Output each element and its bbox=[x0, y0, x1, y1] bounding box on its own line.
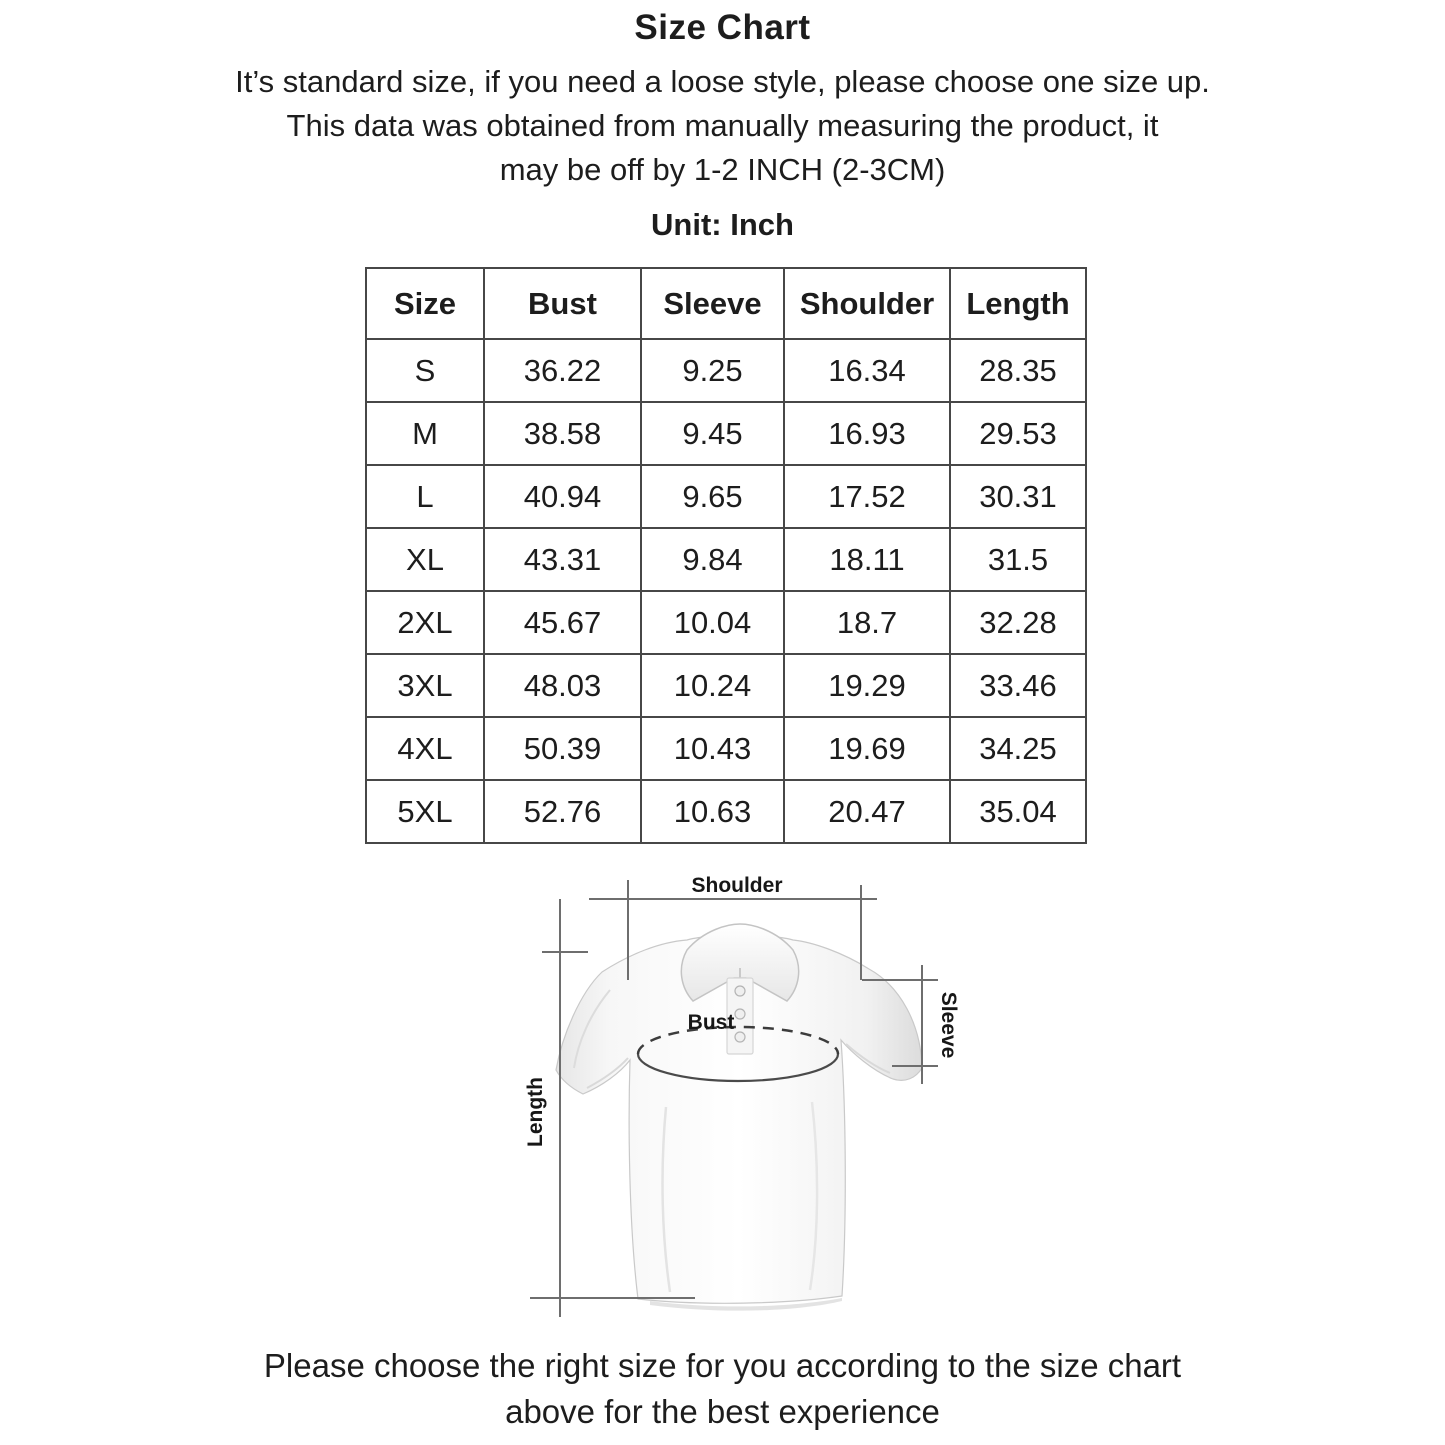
table-row bbox=[366, 654, 1086, 717]
size-cell: 3XL bbox=[366, 654, 484, 717]
footer-note-line: Please choose the right size for you according to the size chart bbox=[263, 1347, 1182, 1384]
length-cell: 32.28 bbox=[950, 591, 1086, 654]
size-cell: M bbox=[366, 402, 484, 465]
shoulder-cell: 18.7 bbox=[784, 591, 950, 654]
size-cell: 5XL bbox=[366, 780, 484, 843]
bust-cell: 50.39 bbox=[484, 717, 641, 780]
measurement-diagram bbox=[490, 872, 960, 1337]
bust-cell: 52.76 bbox=[484, 780, 641, 843]
length-cell: 33.46 bbox=[950, 654, 1086, 717]
polo-shirt-illustration bbox=[490, 872, 960, 1337]
footer-note bbox=[0, 1343, 1445, 1435]
sleeve-cell: 10.63 bbox=[641, 780, 784, 843]
column-header-bust: Bust bbox=[484, 268, 641, 339]
bust-cell: 36.22 bbox=[484, 339, 641, 402]
sleeve-cell: 9.65 bbox=[641, 465, 784, 528]
size-cell: 2XL bbox=[366, 591, 484, 654]
size-cell: 4XL bbox=[366, 717, 484, 780]
sleeve-cell: 9.25 bbox=[641, 339, 784, 402]
sleeve-label: Sleeve bbox=[937, 991, 960, 1059]
table-header-row bbox=[366, 268, 1086, 339]
length-cell: 35.04 bbox=[950, 780, 1086, 843]
shoulder-cell: 17.52 bbox=[784, 465, 950, 528]
size-note-line: This data was obtained from manually measuring the product, it bbox=[286, 108, 1159, 143]
page-title: Size Chart bbox=[634, 8, 811, 47]
sleeve-cell: 10.24 bbox=[641, 654, 784, 717]
bust-cell: 38.58 bbox=[484, 402, 641, 465]
shirt-button bbox=[735, 1032, 745, 1042]
shoulder-cell: 20.47 bbox=[784, 780, 950, 843]
size-note bbox=[0, 60, 1445, 192]
length-cell: 31.5 bbox=[950, 528, 1086, 591]
bust-cell: 48.03 bbox=[484, 654, 641, 717]
table-row bbox=[366, 339, 1086, 402]
shoulder-cell: 16.34 bbox=[784, 339, 950, 402]
size-cell: L bbox=[366, 465, 484, 528]
column-header-sleeve: Sleeve bbox=[641, 268, 784, 339]
size-chart-table bbox=[365, 267, 1087, 844]
table-row bbox=[366, 528, 1086, 591]
length-cell: 30.31 bbox=[950, 465, 1086, 528]
table-row bbox=[366, 402, 1086, 465]
bust-cell: 43.31 bbox=[484, 528, 641, 591]
size-cell: S bbox=[366, 339, 484, 402]
footer-note-line: above for the best experience bbox=[505, 1393, 940, 1430]
column-header-length: Length bbox=[950, 268, 1086, 339]
shoulder-label: Shoulder bbox=[691, 874, 783, 897]
size-note-line: may be off by 1-2 INCH (2-3CM) bbox=[499, 152, 946, 187]
unit-label: Unit: Inch bbox=[651, 207, 794, 242]
sleeve-cell: 9.84 bbox=[641, 528, 784, 591]
shoulder-cell: 19.29 bbox=[784, 654, 950, 717]
shirt-button bbox=[735, 986, 745, 996]
shirt-button bbox=[735, 1009, 745, 1019]
bust-label: Bust bbox=[687, 1011, 735, 1034]
table-row bbox=[366, 465, 1086, 528]
sleeve-cell: 10.43 bbox=[641, 717, 784, 780]
column-header-shoulder: Shoulder bbox=[784, 268, 950, 339]
shoulder-cell: 19.69 bbox=[784, 717, 950, 780]
size-cell: XL bbox=[366, 528, 484, 591]
column-header-size: Size bbox=[366, 268, 484, 339]
length-cell: 28.35 bbox=[950, 339, 1086, 402]
table-row bbox=[366, 717, 1086, 780]
length-label: Length bbox=[524, 1077, 547, 1147]
length-cell: 34.25 bbox=[950, 717, 1086, 780]
shoulder-cell: 16.93 bbox=[784, 402, 950, 465]
table-row bbox=[366, 591, 1086, 654]
shoulder-cell: 18.11 bbox=[784, 528, 950, 591]
sleeve-cell: 10.04 bbox=[641, 591, 784, 654]
bust-cell: 40.94 bbox=[484, 465, 641, 528]
size-note-line: It’s standard size, if you need a loose style, please choose one size up. bbox=[235, 64, 1210, 99]
length-cell: 29.53 bbox=[950, 402, 1086, 465]
sleeve-cell: 9.45 bbox=[641, 402, 784, 465]
bust-cell: 45.67 bbox=[484, 591, 641, 654]
table-row bbox=[366, 780, 1086, 843]
